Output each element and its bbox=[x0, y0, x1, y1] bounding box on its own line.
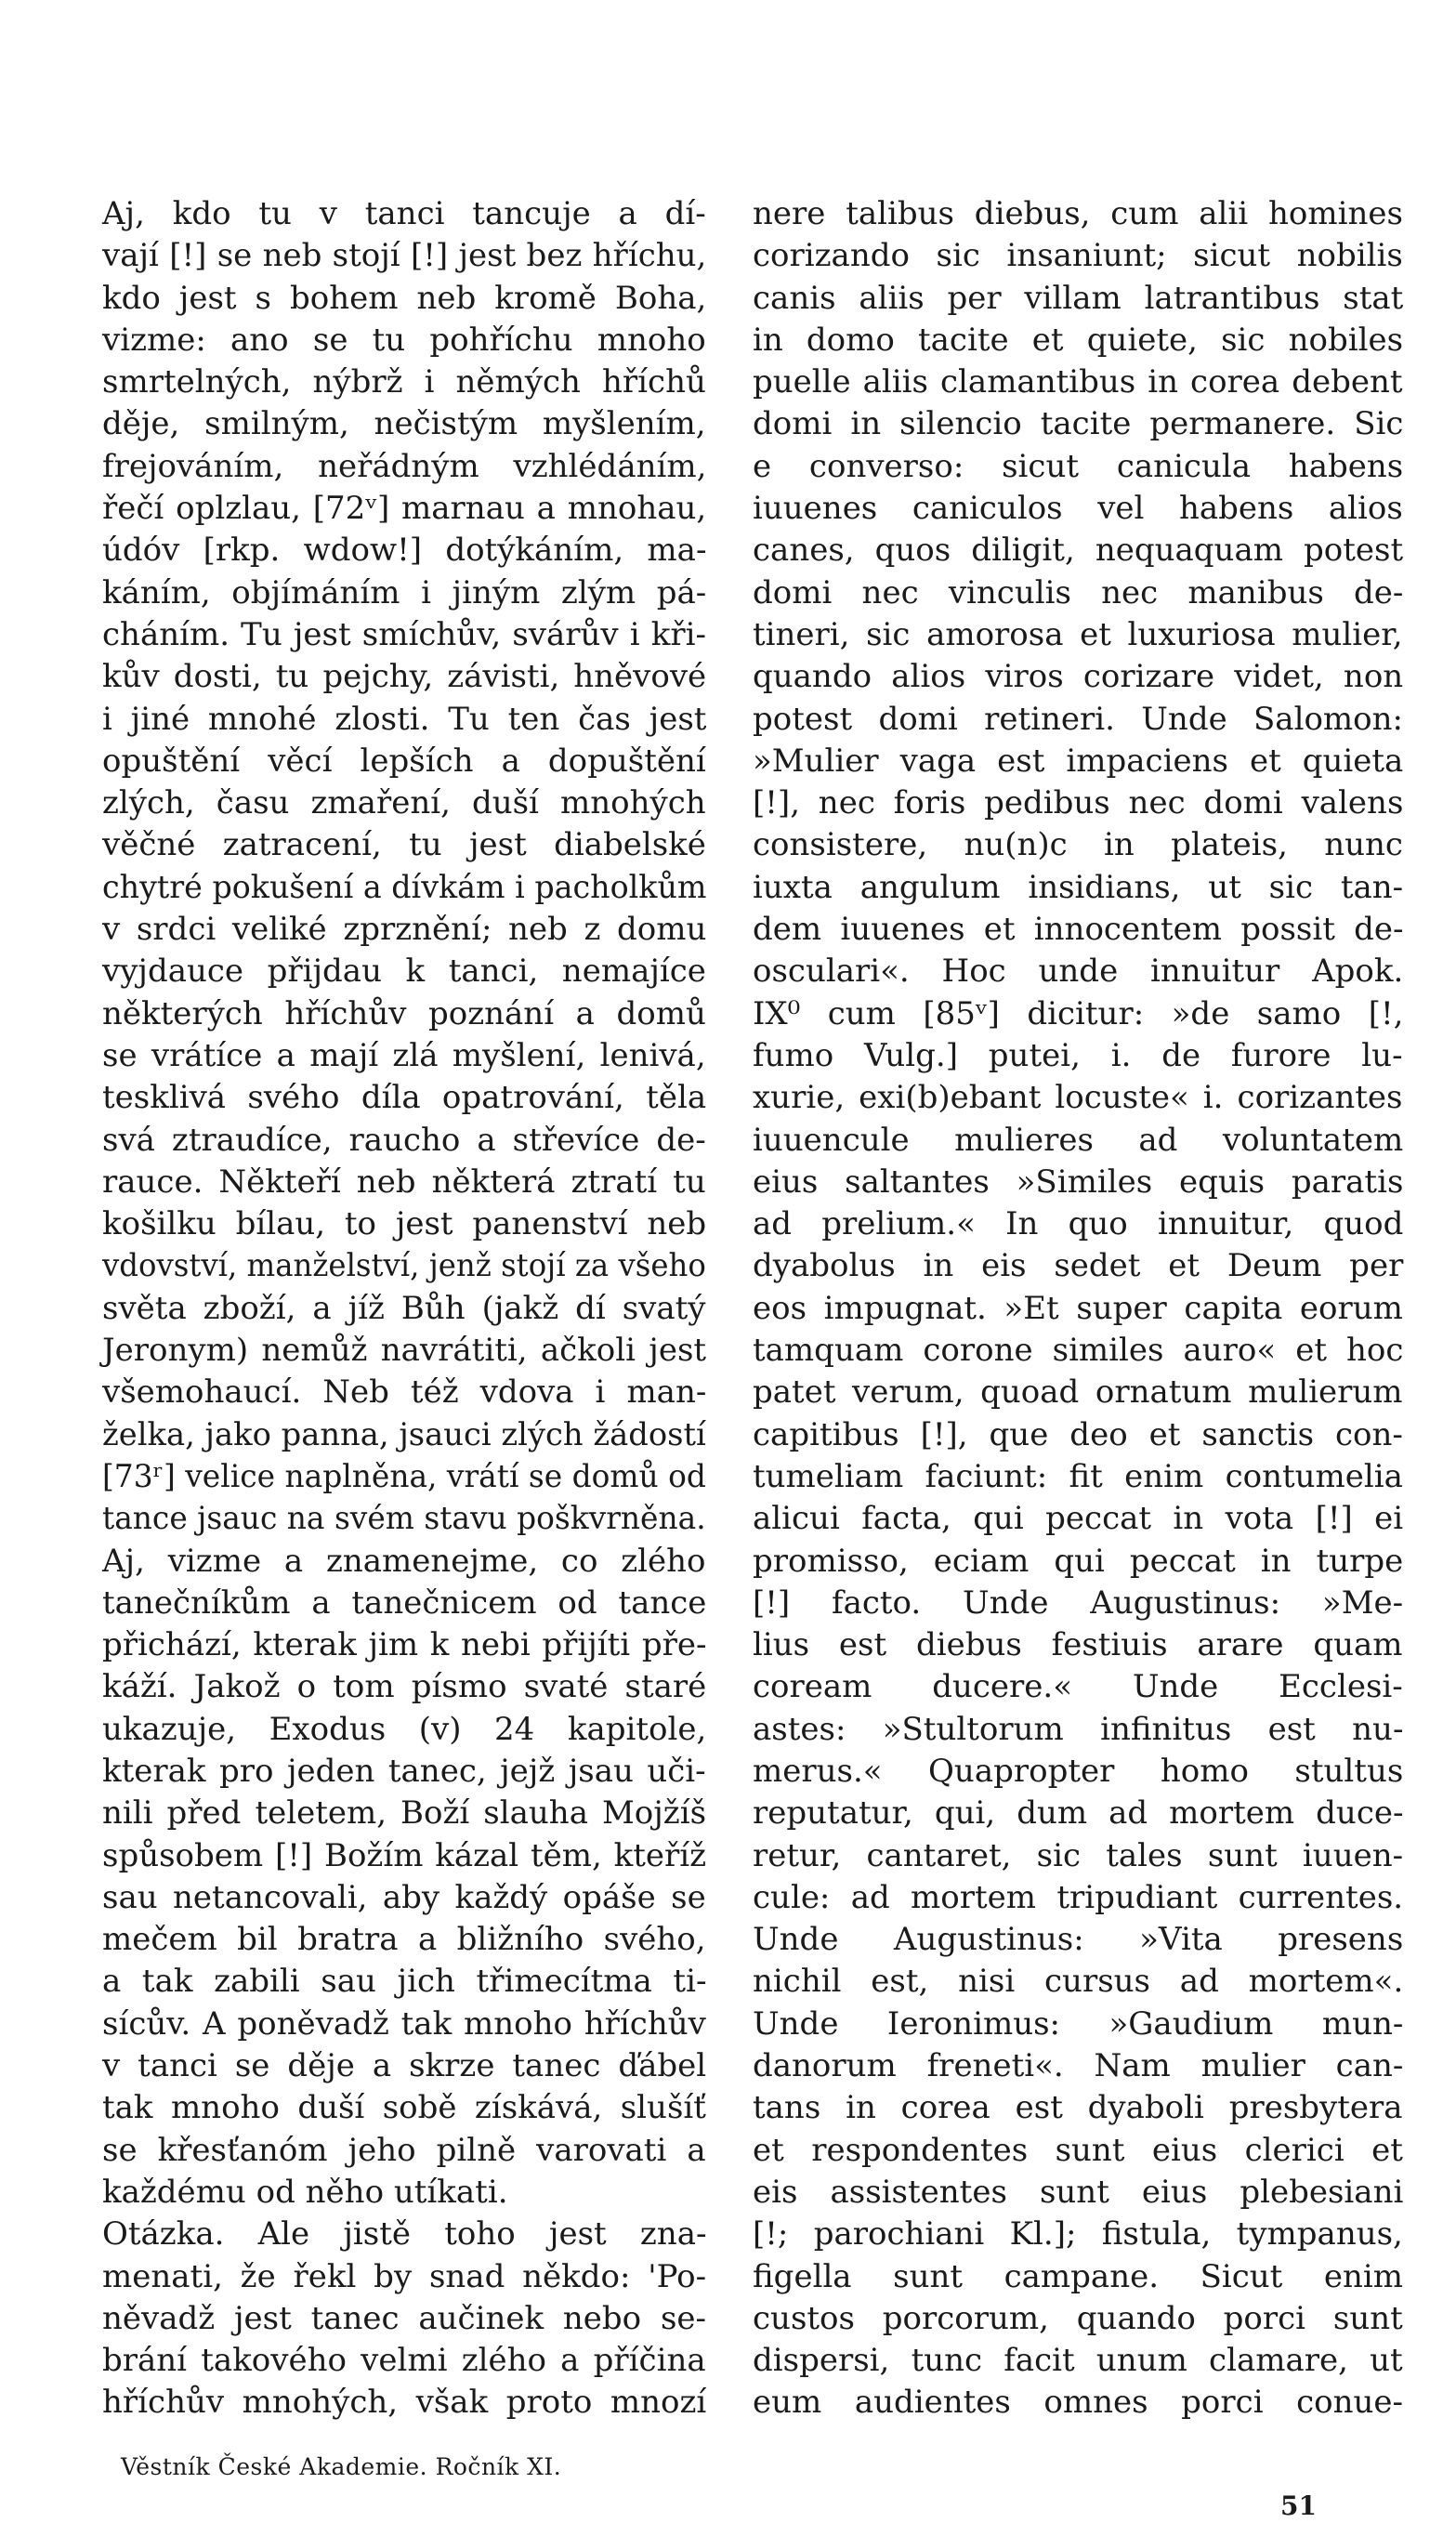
text-line: iuuenes caniculos vel habens alios bbox=[753, 490, 1403, 528]
page-number: 51 bbox=[1280, 2490, 1317, 2521]
text-line: svá ztraudíce, raucho a střevíce de- bbox=[102, 1121, 706, 1159]
text-line: kův dosti, tu pejchy, závisti, hněvové bbox=[102, 658, 707, 696]
text-line: e converso: sicut canicula habens bbox=[753, 447, 1404, 485]
text-line: spůsobem [!] Božím kázal těm, kteříž bbox=[102, 1836, 707, 1874]
text-line: přichází, kterak jim k nebi přijíti pře- bbox=[102, 1626, 707, 1664]
text-line: kterak pro jeden tanec, jejž jsau uči- bbox=[102, 1752, 706, 1790]
text-line: věčné zatracení, tu jest diabelské bbox=[102, 826, 706, 864]
text-line: ad prelium.« In quo innuitur, quod bbox=[753, 1205, 1404, 1243]
text-line: domi in silencio tacite permanere. Sic bbox=[753, 405, 1404, 443]
text-line: tineri, sic amorosa et luxuriosa mulier, bbox=[753, 615, 1403, 653]
text-line: vyjdauce přijdau k tanci, nemajíce bbox=[102, 953, 706, 991]
text-line: frejováním, neřádným vzhlédáním, bbox=[102, 447, 707, 485]
text-line: quando alios viros corizare videt, non bbox=[753, 658, 1404, 696]
text-line: [!], nec foris pedibus nec domi valens bbox=[753, 784, 1404, 822]
text-line: Unde Augustinus: »Vita presens bbox=[753, 1921, 1404, 1959]
text-line: sícův. A poněvadž tak mnoho hříchův bbox=[102, 2004, 706, 2043]
text-line: cule: ad mortem tripudiant currentes. bbox=[753, 1878, 1404, 1916]
text-line: Jeronym) nemůž navrátiti, ačkoli jest bbox=[102, 1332, 707, 1370]
text-line: tumeliam faciunt: fit enim contumelia bbox=[753, 1457, 1403, 1495]
text-line: Aj, kdo tu v tanci tancuje a dí- bbox=[102, 195, 706, 232]
text-line: dispersi, tunc facit unum clamare, ut bbox=[753, 2342, 1403, 2380]
text-line: tans in corea est dyaboli presbytera bbox=[753, 2089, 1403, 2127]
text-line: iuuencule mulieres ad voluntatem bbox=[753, 1121, 1404, 1159]
text-line: [73ʳ] velice naplněna, vrátí se domů od bbox=[102, 1457, 706, 1495]
text-line: reputatur, qui, dum ad mortem duce- bbox=[753, 1794, 1404, 1833]
text-line: eius saltantes »Similes equis paratis bbox=[753, 1163, 1404, 1201]
text-line: capitibus [!], que deo et sanctis con- bbox=[753, 1415, 1403, 1453]
journal-footer: Věstník České Akademie. Ročník XI. bbox=[121, 2453, 562, 2480]
text-line: nichil est, nisi cursus ad mortem«. bbox=[753, 1963, 1404, 2001]
text-line: světa zboží, a jíž Bůh (jakž dí svatý bbox=[102, 1289, 706, 1327]
text-line: všemohaucí. Neb též vdova i man- bbox=[102, 1373, 707, 1412]
text-line: Unde Ieronimus: »Gaudium mun- bbox=[753, 2004, 1404, 2043]
text-line: sau netancovali, aby každý opáše se bbox=[102, 1878, 706, 1916]
text-line: v tanci se děje a skrze tanec ďábel bbox=[102, 2047, 707, 2085]
text-line: i jiné mnohé zlosti. Tu ten čas jest bbox=[102, 700, 707, 738]
text-line: dem iuuenes et innocentem possit de- bbox=[753, 911, 1404, 949]
text-line: vdovství, manželství, jenž stojí za všeho bbox=[102, 1247, 706, 1285]
text-line: retur, cantaret, sic tales sunt iuuen- bbox=[753, 1836, 1404, 1874]
text-line: eis assistentes sunt eius plebesiani bbox=[753, 2173, 1404, 2211]
text-line: smrtelných, nýbrž i němých hříchů bbox=[102, 363, 706, 401]
text-line: a tak zabili sau jich třimecítma ti- bbox=[102, 1963, 707, 2001]
text-line: v srdci veliké zprznění; neb z domu bbox=[102, 911, 707, 949]
text-line: tesklivá svého díla opatrování, těla bbox=[102, 1079, 707, 1117]
text-line: kdo jest s bohem neb kromě Boha, bbox=[102, 279, 707, 317]
text-line: eum audientes omnes porci conue- bbox=[753, 2384, 1404, 2422]
text-line: každému od něho utíkati. bbox=[102, 2173, 508, 2211]
right-column-latin-text bbox=[753, 193, 1403, 2424]
text-line: tanečníkům a tanečnicem od tance bbox=[102, 1583, 707, 1622]
text-line: lius est diebus festiuis arare quam bbox=[753, 1626, 1403, 1664]
text-line: káním, objímáním i jiným zlým pá- bbox=[102, 573, 707, 611]
text-line: želka, jako panna, jsauci zlých žádostí bbox=[102, 1415, 706, 1453]
text-line: něvadž jest tanec aučinek nebo se- bbox=[102, 2299, 706, 2337]
text-line: řečí oplzlau, [72ᵛ] marnau a mnohau, bbox=[102, 490, 707, 528]
text-line: figella sunt campane. Sicut enim bbox=[753, 2257, 1404, 2295]
text-line: xurie, exi(b)ebant locuste« i. corizantes bbox=[753, 1079, 1403, 1117]
text-line: mečem bil bratra a bližního svého, bbox=[102, 1921, 706, 1959]
text-line: IX⁰ cum [85ᵛ] dicitur: »de samo [!, bbox=[753, 994, 1404, 1032]
text-line: custos porcorum, quando porci sunt bbox=[753, 2299, 1403, 2337]
text-line: eos impugnat. »Et super capita eorum bbox=[753, 1289, 1403, 1327]
text-line: menati, že řekl by snad někdo: 'Po- bbox=[102, 2257, 707, 2295]
text-line: potest domi retineri. Unde Salomon: bbox=[753, 700, 1403, 738]
text-line: dyabolus in eis sedet et Deum per bbox=[753, 1247, 1404, 1285]
text-line: ukazuje, Exodus (v) 24 kapitole, bbox=[102, 1710, 707, 1748]
text-line: tamquam corone similes auro« et hoc bbox=[753, 1332, 1404, 1370]
text-line: opuštění věcí lepších a dopuštění bbox=[102, 742, 706, 780]
text-line: cháním. Tu jest smíchův, svárův i kři- bbox=[102, 615, 706, 653]
text-line: in domo tacite et quiete, sic nobiles bbox=[753, 321, 1404, 359]
text-line: košilku bílau, to jest panenství neb bbox=[102, 1205, 707, 1243]
left-column-czech-text bbox=[102, 193, 706, 2424]
text-line: káží. Jakož o tom písmo svaté staré bbox=[102, 1668, 707, 1706]
text-line: astes: »Stultorum infinitus est nu- bbox=[753, 1710, 1404, 1748]
text-line: hříchův mnohých, však proto mnozí bbox=[102, 2384, 707, 2422]
text-line: canes, quos diligit, nequaquam potest bbox=[753, 532, 1404, 570]
text-line: vizme: ano se tu pohříchu mnoho bbox=[102, 321, 706, 359]
text-line: tance jsauc na svém stavu poškvrněna. bbox=[102, 1500, 706, 1538]
text-line: se vrátíce a mají zlá myšlení, lenivá, bbox=[102, 1036, 706, 1074]
text-line: vají [!] se neb stojí [!] jest bez hříchu, bbox=[102, 237, 707, 275]
text-line: »Mulier vaga est impaciens et quieta bbox=[753, 742, 1404, 780]
text-line: canis aliis per villam latrantibus stat bbox=[753, 279, 1404, 317]
text-line: děje, smilným, nečistým myšlením, bbox=[102, 405, 706, 443]
text-line: merus.« Quapropter homo stultus bbox=[753, 1752, 1404, 1790]
text-line: nili před teletem, Boží slauha Mojžíš bbox=[102, 1794, 707, 1833]
text-line: údóv [rkp. wdow!] dotýkáním, ma- bbox=[102, 532, 707, 570]
text-line: nere talibus diebus, cum alii homines bbox=[753, 195, 1403, 232]
text-line: corizando sic insaniunt; sicut nobilis bbox=[753, 237, 1403, 275]
text-line: danorum freneti«. Nam mulier can- bbox=[753, 2047, 1404, 2085]
text-line: chytré pokušení a dívkám i pacholkům bbox=[102, 868, 707, 906]
text-line: Aj, vizme a znamenejme, co zlého bbox=[102, 1542, 706, 1580]
text-line: coream ducere.« Unde Ecclesi- bbox=[753, 1668, 1403, 1706]
text-line: se křesťanóm jeho pilně varovati a bbox=[102, 2131, 706, 2169]
text-line: zlých, času zmaření, duší mnohých bbox=[102, 784, 706, 822]
text-line: brání takového velmi zlého a příčina bbox=[102, 2342, 706, 2380]
text-line: rauce. Někteří neb některá ztratí tu bbox=[102, 1163, 706, 1201]
text-line: fumo Vulg.] putei, i. de furore lu- bbox=[753, 1036, 1403, 1074]
text-line: osculari«. Hoc unde innuitur Apok. bbox=[753, 953, 1404, 991]
text-line: puelle aliis clamantibus in corea debent bbox=[753, 363, 1403, 401]
text-line: promisso, eciam qui peccat in turpe bbox=[753, 1542, 1404, 1580]
text-line: některých hříchův poznání a domů bbox=[102, 994, 706, 1032]
text-line: alicui facta, qui peccat in vota [!] ei bbox=[753, 1500, 1404, 1538]
text-line: domi nec vinculis nec manibus de- bbox=[753, 573, 1404, 611]
text-line: [!; parochiani Kl.]; fistula, tympanus, bbox=[753, 2215, 1403, 2253]
text-line: tak mnoho duší sobě získává, slušíť bbox=[102, 2089, 706, 2127]
text-line: Otázka. Ale jistě toho jest zna- bbox=[102, 2215, 707, 2253]
text-line: consistere, nu(n)c in plateis, nunc bbox=[753, 826, 1403, 864]
text-line: et respondentes sunt eius clerici et bbox=[753, 2131, 1403, 2169]
text-line: patet verum, quoad ornatum mulierum bbox=[753, 1373, 1403, 1412]
text-line: [!] facto. Unde Augustinus: »Me- bbox=[753, 1583, 1404, 1622]
text-line: iuxta angulum insidians, ut sic tan- bbox=[753, 868, 1404, 906]
